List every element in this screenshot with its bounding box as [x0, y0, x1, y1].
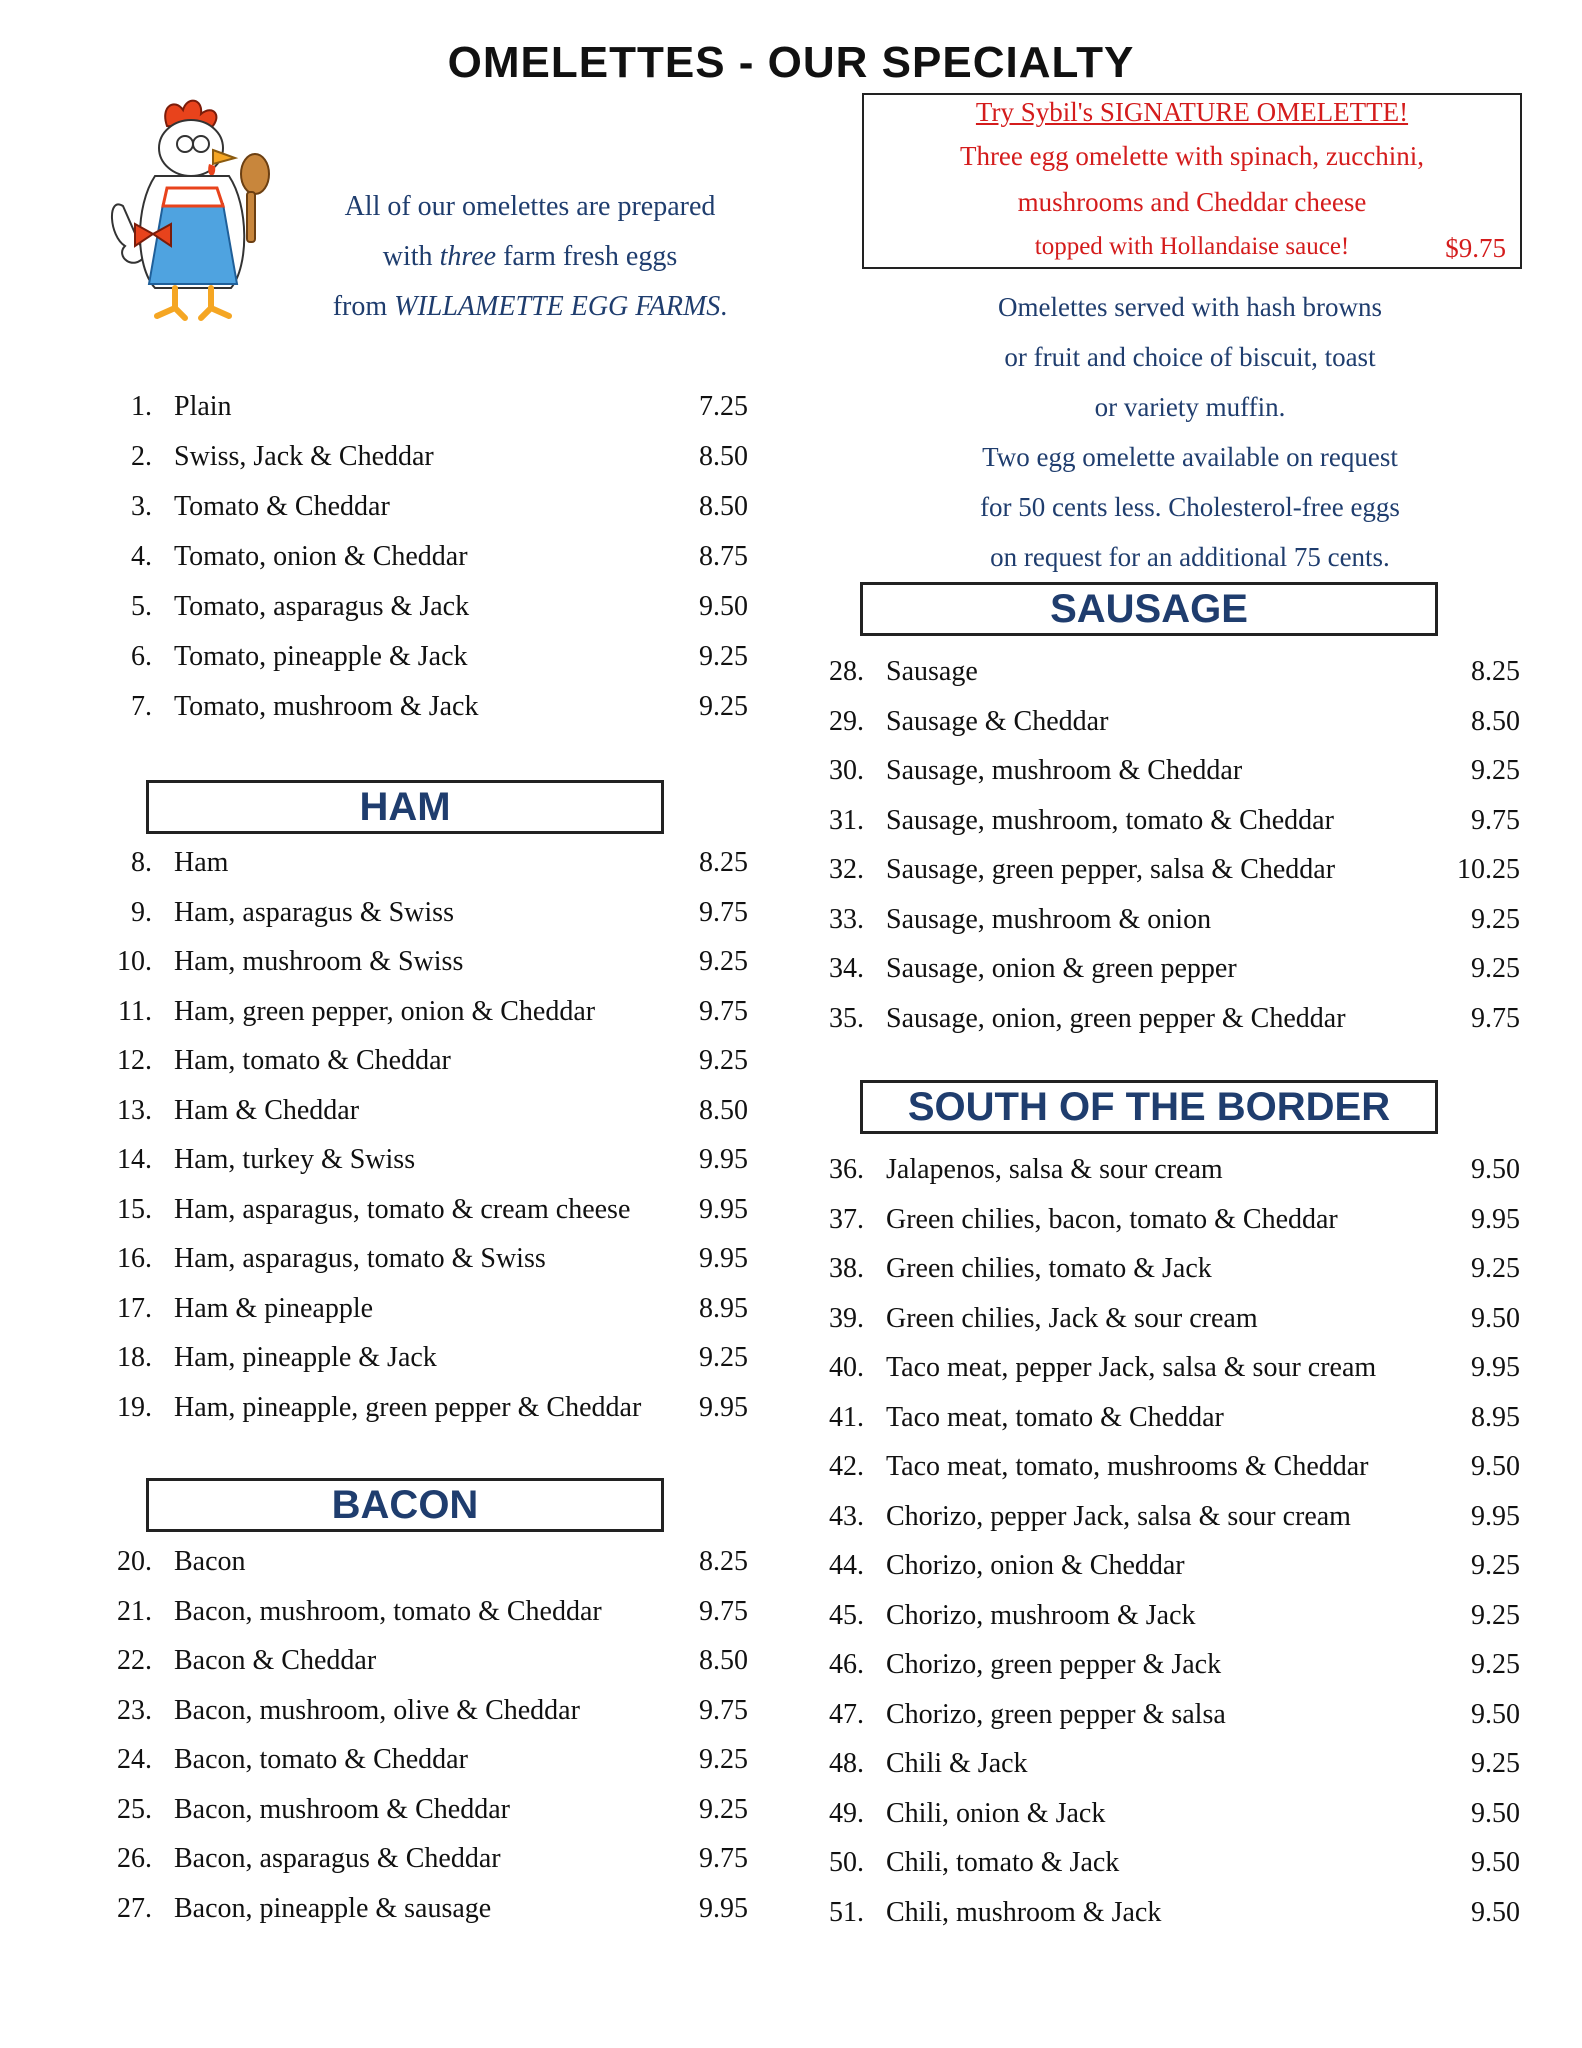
- menu-item: [100, 1592, 748, 1632]
- item-price: 9.25: [1471, 1748, 1520, 1779]
- item-number: 27.: [117, 1892, 152, 1924]
- menu-item: [812, 850, 1520, 890]
- item-price: 9.25: [1471, 755, 1520, 786]
- item-number: 8.: [131, 847, 152, 878]
- item-name: Tomato, mushroom & Jack: [174, 691, 479, 722]
- item-name: Ham & Cheddar: [174, 1094, 360, 1126]
- item-number: 30.: [829, 755, 864, 786]
- signature-line-4: topped with Hollandaise sauce!: [1034, 233, 1350, 260]
- item-number: 16.: [117, 1243, 152, 1274]
- item-price: 8.25: [1471, 656, 1520, 687]
- item-price: 9.50: [1471, 1698, 1520, 1730]
- intro-line-3: from WILLAMETTE EGG FARMS.: [332, 291, 728, 322]
- item-price: 9.25: [1471, 953, 1520, 984]
- item-price: 8.50: [1471, 705, 1520, 737]
- item-number: 31.: [829, 804, 864, 836]
- item-price: 9.95: [699, 1193, 748, 1225]
- item-price: 9.50: [1471, 1154, 1520, 1185]
- item-price: 9.25: [699, 641, 748, 672]
- item-number: 29.: [829, 705, 864, 737]
- menu-item: [100, 1790, 748, 1830]
- item-number: 22.: [117, 1645, 152, 1676]
- menu-item: [812, 702, 1520, 742]
- item-number: 18.: [117, 1342, 152, 1373]
- menu-item: [100, 387, 748, 427]
- item-number: 9.: [131, 896, 152, 928]
- item-name: Tomato & Cheddar: [174, 491, 390, 522]
- menu-item: [812, 1348, 1520, 1388]
- item-number: 4.: [131, 541, 152, 572]
- menu-item: [100, 1041, 748, 1081]
- item-price: 9.75: [1471, 804, 1520, 836]
- menu-item: [812, 751, 1520, 791]
- menu-item: [100, 1190, 748, 1230]
- item-name: Bacon & Cheddar: [174, 1645, 377, 1676]
- item-number: 33.: [829, 903, 864, 935]
- item-name: Sausage, green pepper, salsa & Cheddar: [886, 854, 1336, 885]
- menu-item: [812, 1249, 1520, 1289]
- menu-item: [812, 1299, 1520, 1339]
- menu-item: [100, 1740, 748, 1780]
- menu-item: [812, 1695, 1520, 1735]
- item-name: Plain: [174, 391, 232, 422]
- menu-item: [100, 1091, 748, 1131]
- item-name: Sausage: [886, 656, 978, 687]
- menu-item: [100, 1691, 748, 1731]
- item-name: Sausage & Cheddar: [886, 705, 1109, 737]
- item-name: Taco meat, tomato & Cheddar: [886, 1401, 1224, 1433]
- menu-item: [100, 1889, 748, 1929]
- section-header-south-of-the-border: SOUTH OF THE BORDER: [860, 1080, 1438, 1134]
- menu-item: [812, 1794, 1520, 1834]
- menu-item: [100, 1839, 748, 1879]
- menu-item: [100, 1289, 748, 1329]
- signature-line-3: mushrooms and Cheddar cheese: [1017, 187, 1367, 217]
- item-name: Sausage, mushroom & Cheddar: [886, 755, 1243, 786]
- menu-item: [812, 1398, 1520, 1438]
- menu-item: [812, 652, 1520, 692]
- menu-item: [812, 1497, 1520, 1537]
- item-price: 9.50: [1471, 1847, 1520, 1878]
- item-name: Tomato, asparagus & Jack: [174, 591, 470, 622]
- item-name: Tomato, onion & Cheddar: [174, 541, 468, 572]
- menu-item: [100, 843, 748, 883]
- item-price: 8.50: [699, 1094, 748, 1126]
- item-price: 9.25: [699, 1744, 748, 1775]
- item-name: Green chilies, Jack & sour cream: [886, 1302, 1258, 1334]
- item-number: 19.: [117, 1391, 152, 1423]
- item-name: Chili, tomato & Jack: [886, 1847, 1120, 1878]
- item-number: 38.: [829, 1253, 864, 1284]
- item-price: 9.25: [699, 1045, 748, 1076]
- menu-item: [812, 1200, 1520, 1240]
- item-name: Green chilies, bacon, tomato & Cheddar: [886, 1203, 1338, 1235]
- item-number: 36.: [829, 1154, 864, 1185]
- item-number: 32.: [829, 854, 864, 885]
- item-price: 8.75: [699, 541, 748, 572]
- item-price: 9.95: [699, 1892, 748, 1924]
- page-title: OMELETTES - OUR SPECIALTY: [447, 38, 1135, 87]
- item-price: 8.50: [699, 491, 748, 522]
- menu-item: [812, 1843, 1520, 1883]
- item-name: Chili & Jack: [886, 1748, 1028, 1779]
- menu-item: [100, 992, 748, 1032]
- item-price: 8.95: [1471, 1401, 1520, 1433]
- menu-item: [100, 1338, 748, 1378]
- item-price: 9.50: [1471, 1797, 1520, 1829]
- item-number: 17.: [117, 1292, 152, 1324]
- item-name: Sausage, onion & green pepper: [886, 953, 1237, 984]
- served-line: Two egg omelette available on request: [982, 442, 1398, 472]
- item-name: Bacon, mushroom, olive & Cheddar: [174, 1694, 580, 1726]
- menu-item: [100, 637, 748, 677]
- served-line: Omelettes served with hash browns: [998, 292, 1382, 322]
- item-price: 8.95: [699, 1292, 748, 1324]
- item-number: 50.: [829, 1847, 864, 1878]
- item-number: 24.: [117, 1744, 152, 1775]
- item-price: 8.25: [699, 1546, 748, 1577]
- item-name: Swiss, Jack & Cheddar: [174, 441, 434, 472]
- item-name: Taco meat, pepper Jack, salsa & sour cream: [886, 1352, 1377, 1383]
- item-number: 37.: [829, 1203, 864, 1235]
- item-name: Chili, onion & Jack: [886, 1797, 1106, 1829]
- served-line: or fruit and choice of biscuit, toast: [1004, 342, 1376, 372]
- item-number: 21.: [117, 1595, 152, 1627]
- item-number: 7.: [131, 691, 152, 722]
- item-name: Bacon, tomato & Cheddar: [174, 1744, 468, 1775]
- item-price: 7.25: [699, 391, 748, 422]
- item-number: 39.: [829, 1302, 864, 1334]
- section-header-ham: HAM: [146, 780, 664, 834]
- menu-item: [100, 437, 748, 477]
- item-number: 45.: [829, 1599, 864, 1631]
- item-price: 9.75: [1471, 1002, 1520, 1034]
- item-price: 9.25: [1471, 1599, 1520, 1631]
- menu-item: [100, 1388, 748, 1428]
- item-name: Ham, pineapple, green pepper & Cheddar: [174, 1391, 642, 1423]
- menu-item: [100, 687, 748, 727]
- menu-item: [812, 801, 1520, 841]
- menu-item: [812, 1645, 1520, 1685]
- menu-item: [812, 1150, 1520, 1190]
- item-number: 1.: [131, 391, 152, 422]
- item-price: 9.75: [699, 1694, 748, 1726]
- item-name: Ham, asparagus, tomato & cream cheese: [174, 1193, 631, 1225]
- item-price: 9.25: [1471, 1649, 1520, 1680]
- item-number: 28.: [829, 656, 864, 687]
- item-name: Jalapenos, salsa & sour cream: [886, 1154, 1223, 1185]
- item-price: 9.50: [699, 591, 748, 622]
- item-name: Ham, asparagus & Swiss: [174, 896, 454, 928]
- item-price: 9.95: [1471, 1352, 1520, 1383]
- menu-item: [100, 1641, 748, 1681]
- item-number: 2.: [131, 441, 152, 472]
- intro-line-2: with three farm fresh eggs: [382, 241, 678, 272]
- item-price: 9.50: [1471, 1302, 1520, 1334]
- item-number: 15.: [117, 1193, 152, 1225]
- item-name: Ham, pineapple & Jack: [174, 1342, 437, 1373]
- item-name: Tomato, pineapple & Jack: [174, 641, 468, 672]
- item-price: 9.75: [699, 995, 748, 1027]
- menu-item: [100, 537, 748, 577]
- item-name: Chorizo, mushroom & Jack: [886, 1599, 1196, 1631]
- menu-item: [100, 587, 748, 627]
- menu-item: [812, 900, 1520, 940]
- menu-item: [100, 487, 748, 527]
- item-name: Ham, tomato & Cheddar: [174, 1045, 451, 1076]
- item-number: 51.: [829, 1896, 864, 1928]
- menu-item: [100, 942, 748, 982]
- item-price: 9.95: [699, 1391, 748, 1423]
- item-number: 23.: [117, 1694, 152, 1726]
- item-name: Ham & pineapple: [174, 1292, 374, 1324]
- item-price: 9.25: [699, 1342, 748, 1373]
- item-name: Bacon, mushroom & Cheddar: [174, 1793, 510, 1825]
- item-price: 9.75: [699, 1843, 748, 1874]
- served-line: or variety muffin.: [1094, 392, 1286, 422]
- item-price: 9.25: [1471, 1253, 1520, 1284]
- menu-item: [100, 1239, 748, 1279]
- item-name: Chorizo, pepper Jack, salsa & sour cream: [886, 1500, 1351, 1532]
- item-number: 26.: [117, 1843, 152, 1874]
- item-number: 3.: [131, 491, 152, 522]
- intro-farm-name: WILLAMETTE EGG FARMS: [394, 291, 721, 322]
- item-price: 9.25: [1471, 1550, 1520, 1581]
- signature-line-2: Three egg omelette with spinach, zucchini,: [959, 141, 1425, 171]
- menu-item: [100, 1140, 748, 1180]
- item-price: 9.95: [1471, 1203, 1520, 1235]
- item-price: 8.50: [699, 441, 748, 472]
- item-number: 48.: [829, 1748, 864, 1779]
- menu-item: [812, 1744, 1520, 1784]
- menu-item: [812, 1546, 1520, 1586]
- intro-line-1: All of our omelettes are prepared: [344, 191, 716, 222]
- item-name: Ham, turkey & Swiss: [174, 1144, 416, 1175]
- item-price: 9.75: [699, 1595, 748, 1627]
- menu-item: [100, 1542, 748, 1582]
- item-number: 49.: [829, 1797, 864, 1829]
- item-price: 9.25: [699, 691, 748, 722]
- section-header-bacon: BACON: [146, 1478, 664, 1532]
- intro-emphasis-three: three: [439, 241, 497, 272]
- item-name: Bacon, mushroom, tomato & Cheddar: [174, 1595, 602, 1627]
- item-name: Ham, mushroom & Swiss: [174, 946, 464, 977]
- item-price: 9.50: [1471, 1896, 1520, 1928]
- menu-item: [100, 893, 748, 933]
- item-number: 47.: [829, 1698, 864, 1730]
- menu-item: [812, 999, 1520, 1039]
- item-number: 25.: [117, 1793, 152, 1825]
- item-name: Taco meat, tomato, mushrooms & Cheddar: [886, 1451, 1369, 1482]
- signature-price: $9.75: [1445, 233, 1506, 263]
- item-price: 9.75: [699, 896, 748, 928]
- item-name: Sausage, mushroom, tomato & Cheddar: [886, 804, 1334, 836]
- menu-item: [812, 949, 1520, 989]
- item-number: 10.: [117, 946, 152, 977]
- menu-item: [812, 1596, 1520, 1636]
- item-price: 9.95: [699, 1144, 748, 1175]
- item-number: 6.: [131, 641, 152, 672]
- item-name: Ham, asparagus, tomato & Swiss: [174, 1243, 546, 1274]
- item-price: 9.95: [699, 1243, 748, 1274]
- item-number: 40.: [829, 1352, 864, 1383]
- item-name: Bacon: [174, 1546, 246, 1577]
- item-number: 11.: [118, 995, 152, 1027]
- item-name: Ham: [174, 847, 229, 878]
- item-price: 9.95: [1471, 1500, 1520, 1532]
- item-number: 42.: [829, 1451, 864, 1482]
- intro-text: [290, 182, 770, 332]
- item-price: 8.50: [699, 1645, 748, 1676]
- item-number: 12.: [117, 1045, 152, 1076]
- item-number: 34.: [829, 953, 864, 984]
- item-number: 35.: [829, 1002, 864, 1034]
- signature-title: Try Sybil's SIGNATURE OMELETTE!: [975, 97, 1409, 127]
- signature-omelette-box: [862, 93, 1522, 269]
- item-name: Bacon, asparagus & Cheddar: [174, 1843, 501, 1874]
- item-name: Ham, green pepper, onion & Cheddar: [174, 995, 596, 1027]
- item-name: Bacon, pineapple & sausage: [174, 1892, 492, 1924]
- item-number: 13.: [117, 1094, 152, 1126]
- item-price: 9.50: [1471, 1451, 1520, 1482]
- item-price: 9.25: [699, 946, 748, 977]
- item-price: 8.25: [699, 847, 748, 878]
- item-number: 14.: [117, 1144, 152, 1175]
- item-number: 5.: [131, 591, 152, 622]
- item-price: 10.25: [1457, 854, 1520, 885]
- item-price: 9.25: [1471, 903, 1520, 935]
- item-number: 20.: [117, 1546, 152, 1577]
- item-price: 9.25: [699, 1793, 748, 1825]
- served-with-note: [900, 282, 1480, 582]
- item-number: 41.: [829, 1401, 864, 1433]
- item-name: Chorizo, onion & Cheddar: [886, 1550, 1185, 1581]
- item-name: Chili, mushroom & Jack: [886, 1896, 1162, 1928]
- item-name: Green chilies, tomato & Jack: [886, 1253, 1212, 1284]
- item-name: Sausage, onion, green pepper & Cheddar: [886, 1002, 1346, 1034]
- item-number: 46.: [829, 1649, 864, 1680]
- menu-item: [812, 1447, 1520, 1487]
- section-header-sausage: SAUSAGE: [860, 582, 1438, 636]
- item-name: Chorizo, green pepper & Jack: [886, 1649, 1222, 1680]
- served-line: for 50 cents less. Cholesterol-free eggs: [980, 492, 1400, 522]
- item-number: 43.: [829, 1500, 864, 1532]
- item-number: 44.: [829, 1550, 864, 1581]
- served-line: on request for an additional 75 cents.: [990, 542, 1390, 572]
- menu-item: [812, 1893, 1520, 1933]
- chef-chicken-mascot-icon: [105, 96, 280, 321]
- item-name: Chorizo, green pepper & salsa: [886, 1698, 1226, 1730]
- item-name: Sausage, mushroom & onion: [886, 903, 1212, 935]
